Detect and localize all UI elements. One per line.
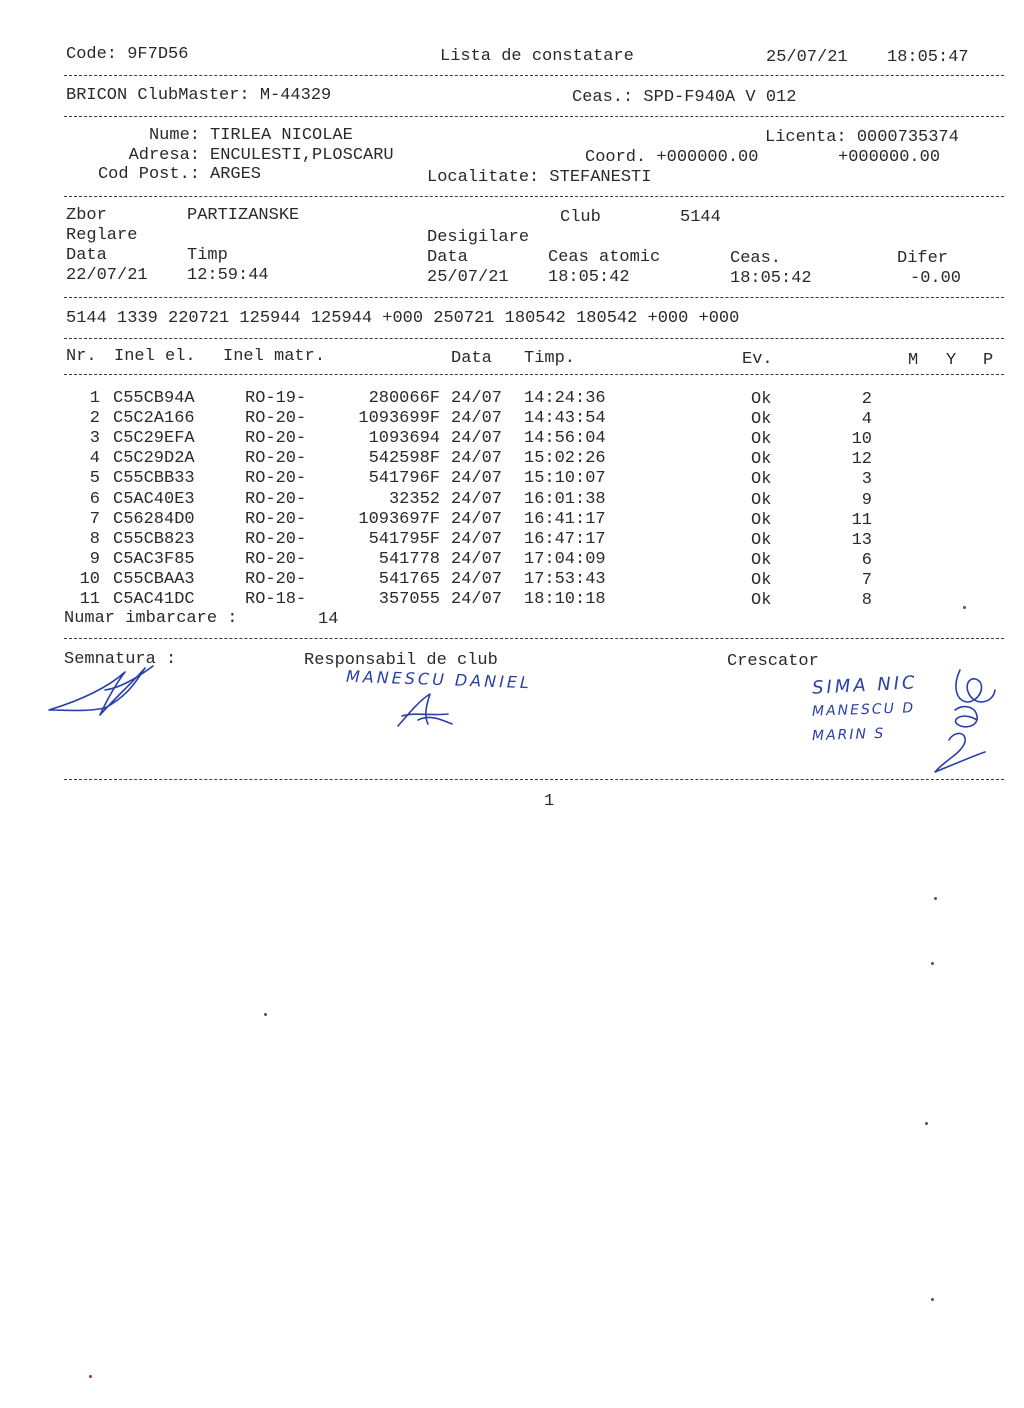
row-date: 24/07 — [451, 590, 503, 609]
row-time: 18:10:18 — [524, 590, 606, 609]
coordinates: Coord. +000000.00 — [585, 148, 759, 167]
owner-name: TIRLEA NICOLAE — [210, 126, 353, 145]
handwritten-club-name: MANESCU DANIEL — [345, 666, 533, 693]
setting-date: 22/07/21 — [66, 266, 148, 285]
row-ring-prefix: RO-20- — [245, 509, 307, 529]
setting-time: 12:59:44 — [187, 266, 269, 285]
row-position: 2 — [861, 390, 872, 409]
row-electronic-ring: C55CB823 — [113, 529, 195, 549]
row-event: Ok — [751, 530, 772, 550]
row-nr: 5 — [89, 469, 100, 489]
divider — [64, 297, 1004, 298]
boarding-count: 14 — [318, 610, 339, 629]
row-event: Ok — [751, 410, 772, 430]
row-event: Ok — [751, 510, 772, 530]
postal-label: Cod Post.: — [97, 165, 200, 184]
row-ring-prefix: RO-18- — [245, 590, 307, 609]
club-label: Club — [560, 208, 601, 227]
row-ring-prefix: RO-19- — [245, 389, 307, 408]
row-ring-prefix: RO-20- — [245, 489, 307, 509]
handwritten-breeder-2: MANESCU D — [811, 700, 916, 720]
document-title: Lista de constatare — [440, 47, 634, 66]
header-date: 25/07/21 — [766, 48, 848, 67]
row-position: 12 — [851, 450, 872, 470]
divider — [64, 374, 1004, 375]
row-electronic-ring: C55CBB33 — [113, 469, 195, 489]
row-electronic-ring: C5C29EFA — [113, 429, 195, 449]
row-ring-number: 541765 — [378, 569, 440, 589]
row-electronic-ring: C55CB94A — [113, 389, 195, 408]
row-time: 17:04:09 — [524, 549, 606, 569]
col-ring-number: Inel matr. — [223, 347, 326, 366]
row-ring-number: 1093694 — [368, 429, 440, 449]
row-nr: 7 — [89, 509, 100, 529]
row-electronic-ring: C5AC40E3 — [113, 489, 195, 509]
divider — [64, 779, 1004, 780]
row-date: 24/07 — [451, 509, 503, 529]
row-position: 13 — [851, 530, 872, 550]
row-ring-number: 1093699F — [358, 409, 440, 429]
row-nr: 11 — [79, 590, 100, 609]
signature-scribble-1 — [45, 660, 165, 720]
row-event: Ok — [751, 490, 772, 510]
col-nr: Nr. — [66, 347, 97, 366]
unsealing-date: 25/07/21 — [427, 268, 509, 287]
row-nr: 9 — [89, 549, 100, 569]
row-date: 24/07 — [451, 409, 503, 429]
row-event: Ok — [751, 591, 772, 610]
scan-speck — [264, 1013, 267, 1016]
row-ring-prefix: RO-20- — [245, 469, 307, 489]
scan-speck — [963, 606, 966, 609]
row-nr: 2 — [89, 409, 100, 429]
zbor-label: Zbor — [66, 206, 107, 225]
row-ring-number: 541796F — [368, 469, 440, 489]
desigilare-label: Desigilare — [427, 228, 530, 247]
license-number: Licenta: 0000735374 — [765, 128, 959, 147]
atomic-clock-time: 18:05:42 — [548, 268, 630, 287]
row-date: 24/07 — [451, 469, 503, 489]
col-ring-electronic: Inel el. — [114, 347, 196, 366]
row-nr: 4 — [89, 449, 100, 469]
row-date: 24/07 — [451, 429, 503, 449]
summary-line: 5144 1339 220721 125944 125944 +000 250721 180542 180542 +000 +000 — [66, 309, 740, 328]
row-date: 24/07 — [451, 389, 503, 408]
col-date: Data — [451, 349, 492, 368]
row-event: Ok — [751, 390, 772, 409]
boarding-label: Numar imbarcare : — [64, 609, 238, 628]
row-ring-prefix: RO-20- — [245, 409, 307, 429]
owner-address: ENCULESTI,PLOSCARU — [210, 146, 394, 165]
row-ring-prefix: RO-20- — [245, 449, 307, 469]
row-time: 15:10:07 — [524, 469, 606, 489]
document-code: Code: 9F7D56 — [66, 45, 189, 64]
row-position: 11 — [851, 510, 872, 530]
timp-label: Timp — [187, 246, 228, 265]
row-position: 8 — [861, 591, 872, 610]
atomic-clock-label: Ceas atomic — [548, 248, 661, 267]
coordinates-2: +000000.00 — [838, 148, 941, 167]
divider — [64, 638, 1004, 639]
data2-label: Data — [427, 248, 468, 267]
row-event: Ok — [751, 470, 772, 490]
row-time: 16:01:38 — [524, 489, 606, 509]
clock-id: Ceas.: SPD-F940A V 012 — [572, 88, 797, 107]
signature-scribble-2 — [390, 690, 460, 730]
row-time: 14:24:36 — [524, 389, 606, 408]
row-event: Ok — [751, 450, 772, 470]
row-event: Ok — [751, 430, 772, 450]
divider — [64, 338, 1004, 339]
row-electronic-ring: C5C29D2A — [113, 449, 195, 469]
row-time: 17:53:43 — [524, 569, 606, 589]
time-difference: -0.00 — [910, 269, 962, 288]
handwritten-breeder-1: SIMA NIC — [811, 672, 919, 699]
row-nr: 1 — [89, 389, 100, 408]
row-electronic-ring: C5AC41DC — [113, 590, 195, 609]
clock-time: 18:05:42 — [730, 269, 812, 288]
row-ring-prefix: RO-20- — [245, 569, 307, 589]
divider — [64, 75, 1004, 76]
club-number: 5144 — [680, 208, 721, 227]
col-time: Timp. — [524, 349, 576, 368]
row-ring-number: 32352 — [388, 489, 440, 509]
col-p: P — [983, 351, 994, 370]
row-time: 14:56:04 — [524, 429, 606, 449]
handwritten-breeder-3: MARIN S — [811, 725, 886, 745]
row-nr: 6 — [89, 489, 100, 509]
row-electronic-ring: C5C2A166 — [113, 409, 195, 429]
row-ring-prefix: RO-20- — [245, 429, 307, 449]
row-ring-number: 542598F — [368, 449, 440, 469]
row-event: Ok — [751, 550, 772, 570]
row-time: 16:41:17 — [524, 509, 606, 529]
page-number: 1 — [544, 792, 555, 811]
difference-label: Difer — [897, 249, 949, 268]
signature-scribble-3 — [905, 660, 1000, 780]
row-date: 24/07 — [451, 549, 503, 569]
flight-name: PARTIZANSKE — [187, 206, 300, 225]
row-position: 10 — [851, 430, 872, 450]
row-nr: 3 — [89, 429, 100, 449]
header-time: 18:05:47 — [887, 48, 969, 67]
row-position: 6 — [861, 550, 872, 570]
address-label: Adresa: — [128, 146, 200, 165]
row-nr: 10 — [79, 569, 100, 589]
locality: Localitate: STEFANESTI — [427, 168, 652, 187]
row-ring-number: 357055 — [378, 590, 440, 609]
row-electronic-ring: C55CBAA3 — [113, 569, 195, 589]
row-electronic-ring: C5AC3F85 — [113, 549, 195, 569]
row-ring-prefix: RO-20- — [245, 529, 307, 549]
row-ring-number: 541795F — [368, 529, 440, 549]
name-label: Nume: — [148, 126, 200, 145]
signature-label: Semnatura : — [64, 650, 177, 669]
row-ring-prefix: RO-20- — [245, 549, 307, 569]
row-time: 14:43:54 — [524, 409, 606, 429]
row-ring-number: 280066F — [368, 389, 440, 408]
row-ring-number: 541778 — [378, 549, 440, 569]
row-position: 4 — [861, 410, 872, 430]
row-position: 9 — [861, 490, 872, 510]
data-label: Data — [66, 246, 107, 265]
row-date: 24/07 — [451, 489, 503, 509]
row-nr: 8 — [89, 529, 100, 549]
scan-speck — [934, 897, 937, 900]
row-ring-number: 1093697F — [358, 509, 440, 529]
scan-speck — [89, 1375, 92, 1378]
col-y: Y — [946, 351, 957, 370]
divider — [64, 196, 1004, 197]
divider — [64, 116, 1004, 117]
row-date: 24/07 — [451, 529, 503, 549]
row-time: 15:02:26 — [524, 449, 606, 469]
reglare-label: Reglare — [66, 226, 138, 245]
row-position: 3 — [861, 470, 872, 490]
row-electronic-ring: C56284D0 — [113, 509, 195, 529]
col-event: Ev. — [742, 350, 773, 369]
row-time: 16:47:17 — [524, 529, 606, 549]
clubmaster-id: BRICON ClubMaster: M-44329 — [66, 86, 332, 105]
postal-code: ARGES — [210, 165, 262, 184]
scan-speck — [925, 1122, 928, 1125]
row-position: 7 — [861, 570, 872, 590]
row-date: 24/07 — [451, 569, 503, 589]
scan-speck — [931, 962, 934, 965]
row-event: Ok — [751, 570, 772, 590]
row-date: 24/07 — [451, 449, 503, 469]
col-m: M — [908, 351, 919, 370]
club-responsible-label: Responsabil de club — [304, 651, 498, 670]
scan-speck — [931, 1298, 934, 1301]
clock-label: Ceas. — [730, 249, 782, 268]
breeder-label: Crescator — [727, 652, 819, 671]
